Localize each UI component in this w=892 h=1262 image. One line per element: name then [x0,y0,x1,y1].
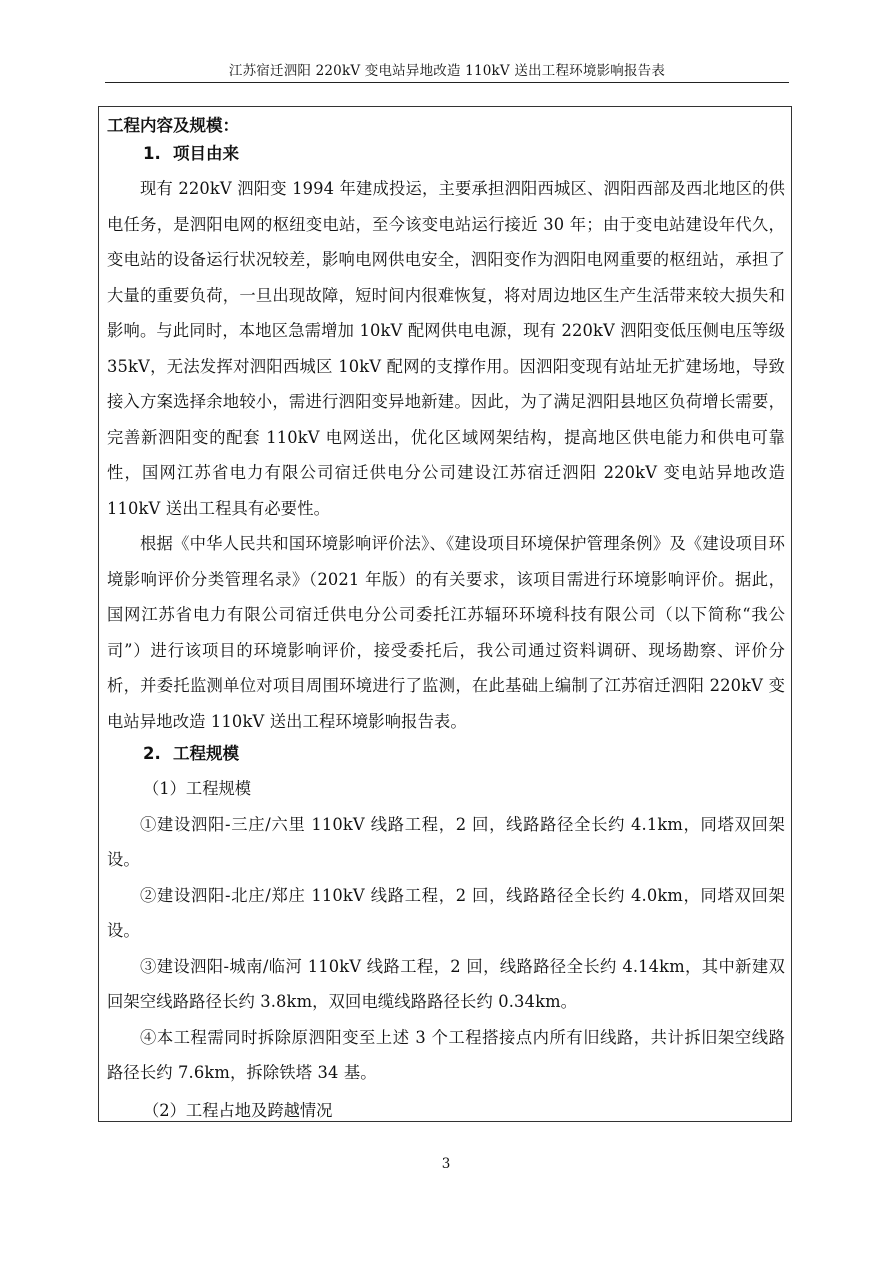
paragraph-background: 现有 220kV 泗阳变 1994 年建成投运，主要承担泗阳西城区、泗阳西部及西北地区的供电任务，是泗阳电网的枢纽变电站，至今该变电站运行接近 30 年；由于变电站建设年代久，变电站的设备运行状况较差，影响电网供电安全，泗阳变作为泗阳电网重要的枢纽站，承担了大量的重要负荷，一旦出现故障，短时间内很难恢复，将对周边地区生产生活带来较大损失和影响。与此同时，本地区急需增加 10kV 配网供电电源，现有 220kV 泗阳变低压侧电压等级 35kV，无法发挥对泗阳西城区 10kV 配网的支撑作用。因泗阳变现有站址无扩建场地，导致接入方案选择余地较小，需进行泗阳变异地新建。因此，为了满足泗阳县地区负荷增长需要，完善新泗阳变的配套 110kV 电网送出，优化区域网架结构，提高地区供电能力和供电可靠性，国网江苏省电力有限公司宿迁供电分公司建设江苏宿迁泗阳 220kV 变电站异地改造 110kV 送出工程具有必要性。 [107,179,785,518]
running-header: 江苏宿迁泗阳 220kV 变电站异地改造 110kV 送出工程环境影响报告表 [228,63,666,79]
heading-project-origin [107,139,785,169]
subheading-land-crossing: （2）工程占地及跨越情况 [143,1100,333,1120]
heading-label: 工程规模 [173,744,239,763]
list-item-line-1: ①建设泗阳-三庄/六里 110kV 线路工程，2 回，线路路径全长约 4.1km，同塔双回架设。 [107,814,785,869]
content-table-cell [98,106,792,1122]
list-item-line-3: ③建设泗阳-城南/临河 110kV 线路工程，2 回，线路路径全长约 4.14km，其中新建双回架空线路路径长约 3.8km，双回电缆线路路径长约 0.34km。 [107,956,785,1011]
heading-number: 1. [143,144,161,163]
heading-project-scale [107,739,785,769]
header-divider [105,82,789,83]
list-item-demolition: ④本工程需同时拆除原泗阳变至上述 3 个工程搭接点内所有旧线路，共计拆旧架空线路路径长约 7.6km，拆除铁塔 34 基。 [107,1027,785,1082]
paragraph-regulation: 根据《中华人民共和国环境影响评价法》、《建设项目环境保护管理条例》及《建设项目环境影响评价分类管理名录》（2021 年版）的有关要求，该项目需进行环境影响评价。据此，国网江苏省电力有限公司宿迁供电分公司委托江苏辐环环境科技有限公司（以下简称“我公司”）进行该项目的环境影响评价，接受委托后，我公司通过资料调研、现场勘察、评价分析，并委托监测单位对项目周围环境进行了监测，在此基础上编制了江苏宿迁泗阳 220kV 变电站异地改造 110kV 送出工程环境影响报告表。 [107,534,785,731]
heading-label: 项目由来 [173,144,239,163]
section-title: 工程内容及规模： [107,116,239,135]
page-number: 3 [441,1156,451,1172]
heading-number: 2. [143,744,161,763]
subheading-scale: （1）工程规模 [143,779,252,798]
list-item-line-2: ②建设泗阳-北庄/郑庄 110kV 线路工程，2 回，线路路径全长约 4.0km，同塔双回架设。 [107,885,785,940]
